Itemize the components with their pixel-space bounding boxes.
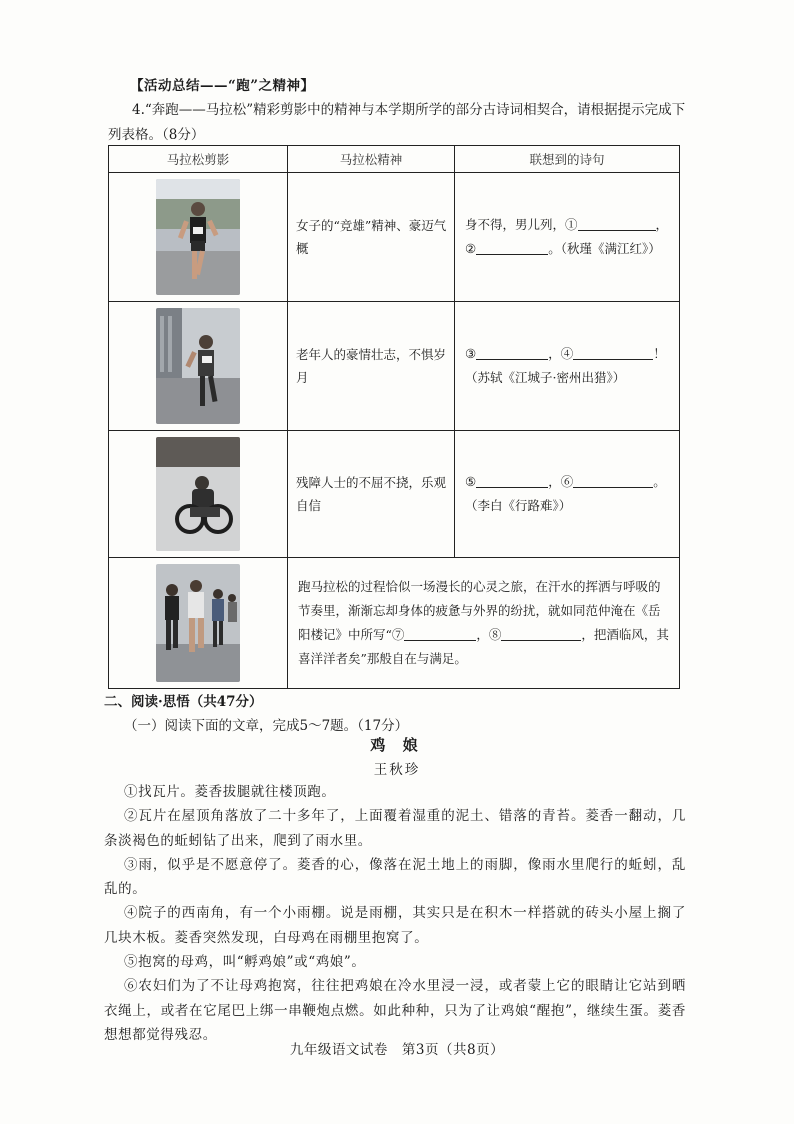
header-spirit: 马拉松精神 — [288, 146, 455, 173]
article-title: 鸡 娘 — [370, 736, 424, 754]
table-header-row — [109, 146, 680, 173]
summary-text: ，⑧ — [476, 627, 502, 642]
summary-cell — [288, 558, 680, 689]
wheelchair-racer-photo — [156, 437, 240, 551]
summary-text: 跑马拉松的过程恰似一场漫长的心灵之旅，在汗水的挥洒与呼吸的节奏里，渐渐忘却身体的疲惫与外界的纷扰，就如同范仲淹在《岳阳楼记》中所写“⑦ — [298, 579, 661, 642]
poem-source: （李白《行路难》） — [465, 498, 572, 513]
runner-woman-photo — [156, 179, 240, 295]
section-2-part-1: （一）阅读下面的文章，完成5～7题。（17分） — [124, 718, 409, 734]
article-author: 王秋珍 — [373, 762, 421, 778]
spirit-cell: 残障人士的不屈不挠，乐观自信 — [288, 431, 455, 558]
header-poem: 联想到的诗句 — [455, 146, 680, 173]
spirit-cell: 女子的“竞雄”精神、豪迈气概 — [288, 173, 455, 302]
paragraph: ②瓦片在屋顶角落放了二十多年了，上面覆着湿重的泥土、错落的青苔。菱香一翻动，几条淡褐色的蚯蚓钻了出来，爬到了雨水里。 — [104, 808, 686, 849]
answer-blank-2[interactable] — [476, 238, 548, 255]
activity-heading: 【活动总结——“跑”之精神】 — [130, 78, 315, 94]
poem-source: （苏轼《江城子·密州出猎》） — [465, 370, 626, 385]
summary-text: ，把酒临风，其喜洋洋者矣”那般自在与满足。 — [298, 627, 669, 666]
answer-blank-3[interactable] — [476, 343, 548, 360]
poem-text: ，⑥ — [548, 474, 574, 489]
poem-cell — [455, 431, 680, 558]
marathon-table — [108, 145, 680, 689]
poem-text: ， — [655, 217, 669, 232]
table-row — [109, 558, 680, 689]
paragraph: ⑥农妇们为了不让母鸡抱窝，往往把鸡娘在冷水里浸一浸，或者蒙上它的眼睛让它站到晒衣绳上，或者在它尾巴上绑一串鞭炮点燃。如此种种，只为了让鸡娘“醒抱”，继续生蛋。菱香想想都觉得残忍。 — [104, 978, 686, 1043]
article-body — [104, 780, 686, 1047]
answer-blank-7[interactable] — [404, 624, 476, 641]
paragraph: ⑤抱窝的母鸡，叫“孵鸡娘”或“鸡娘”。 — [124, 954, 366, 971]
runners-group-photo — [156, 564, 240, 682]
poem-text: 。 — [653, 474, 666, 489]
poem-cell — [455, 173, 680, 302]
table-row — [109, 173, 680, 302]
paragraph: ④院子的西南角，有一个小雨棚。说是雨棚，其实只是在积木一样搭就的砖头小屋上搁了几块木板。菱香突然发现，白母鸡在雨棚里抱窝了。 — [104, 905, 686, 946]
poem-text: ！ — [653, 346, 666, 361]
answer-blank-5[interactable] — [476, 471, 548, 488]
answer-blank-6[interactable] — [573, 471, 653, 488]
paragraph: ③雨，似乎是不愿意停了。菱香的心，像落在泥土地上的雨脚，像雨水里爬行的蚯蚓，乱乱的。 — [104, 856, 686, 898]
paragraph: ①找瓦片。菱香拔腿就往楼顶跑。 — [124, 784, 336, 800]
answer-blank-4[interactable] — [573, 343, 653, 360]
table-row — [109, 302, 680, 431]
poem-cell — [455, 302, 680, 431]
table-row — [109, 431, 680, 558]
page-footer: 九年级语文试卷 第3页（共8页） — [289, 1042, 505, 1058]
answer-blank-1[interactable] — [578, 214, 656, 231]
answer-blank-8[interactable] — [501, 624, 581, 641]
poem-text: ③ — [465, 346, 477, 361]
section-2-title: 二、阅读·思悟（共47分） — [104, 694, 263, 710]
poem-source: 。（秋瑾《满江红》） — [548, 241, 661, 256]
poem-text: ，④ — [548, 346, 574, 361]
poem-text: ⑤ — [465, 474, 477, 489]
spirit-cell: 老年人的豪情壮志，不惧岁月 — [288, 302, 455, 431]
runner-elder-photo — [156, 308, 240, 424]
poem-text: ② — [465, 241, 477, 256]
poem-text: 身不得，男儿列，① — [465, 217, 578, 232]
question-4-prompt: 4.“奔跑——马拉松”精彩剪影中的精神与本学期所学的部分古诗词相契合，请根据提示完成下列表格。（8分） — [108, 102, 686, 143]
header-photo: 马拉松剪影 — [109, 146, 288, 173]
